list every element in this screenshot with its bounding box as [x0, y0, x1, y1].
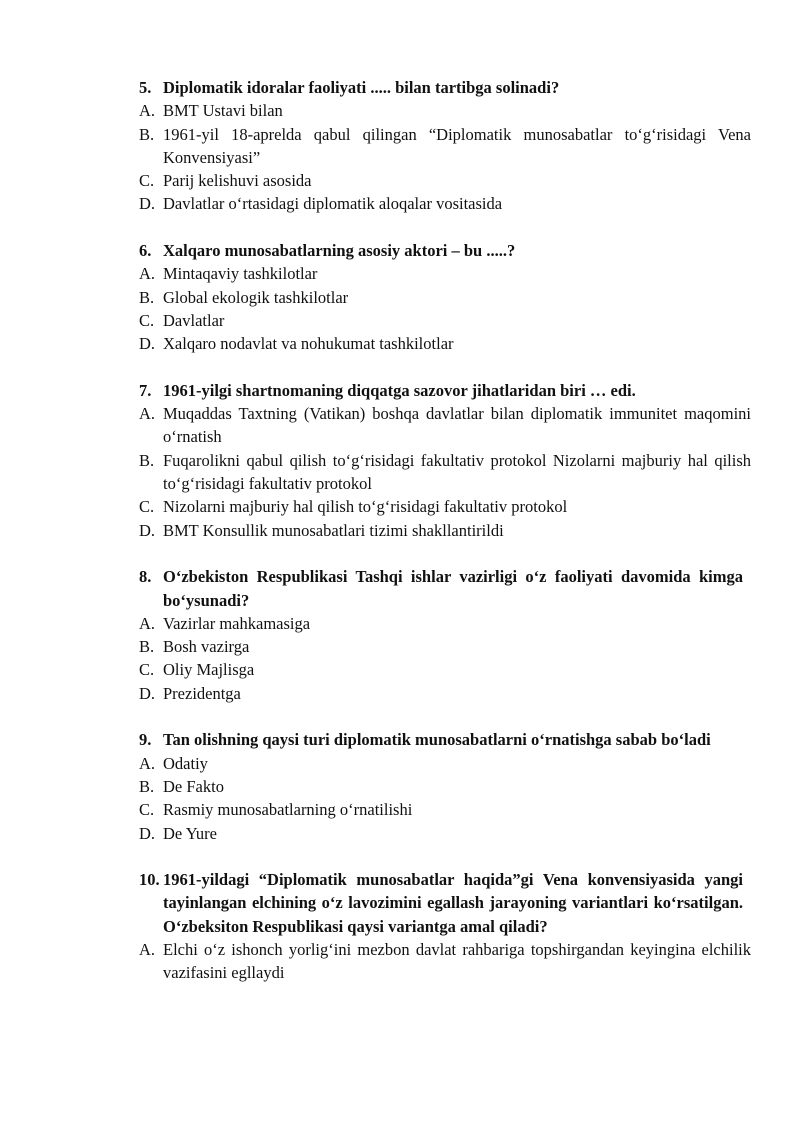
option-text: BMT Konsullik munosabatlari tizimi shakllantirildi — [163, 520, 504, 540]
option-text: 1961-yil 18-aprelda qabul qilingan “Diplomatik munosabatlar to‘g‘risidagi Vena Konvensiyasi” — [163, 124, 751, 167]
option-letter: D. — [139, 194, 156, 214]
option-letter: A. — [139, 264, 156, 284]
answer-option — [139, 449, 751, 496]
answer-option — [139, 635, 751, 658]
question-10 — [0, 868, 800, 984]
option-text: Vazirlar mahkamasiga — [163, 613, 311, 633]
answer-option — [139, 169, 751, 192]
question-text: O‘zbekiston Respublikasi Tashqi ishlar vazirligi o‘z faoliyati davomida kimga bo‘ysunadi? — [163, 567, 743, 610]
option-letter: B. — [139, 637, 155, 657]
option-text: Odatiy — [163, 753, 208, 773]
option-letter: B. — [139, 450, 155, 470]
option-text: Global ekologik tashkilotlar — [163, 287, 349, 307]
question-text: Xalqaro munosabatlarning asosiy aktori – bu .....? — [163, 241, 516, 261]
question-number: 8. — [139, 567, 152, 587]
option-letter: A. — [139, 753, 156, 773]
answer-option — [139, 682, 751, 705]
answer-option — [139, 192, 751, 215]
option-text: De Fakto — [163, 776, 224, 796]
option-text: BMT Ustavi bilan — [163, 101, 283, 121]
option-letter: B. — [139, 776, 155, 796]
answer-option — [139, 286, 751, 309]
question-heading — [139, 76, 743, 99]
option-text: Muqaddas Taxtning (Vatikan) boshqa davlatlar bilan diplomatik immunitet maqomini o‘rnatish — [163, 404, 751, 447]
option-text: Nizolarni majburiy hal qilish to‘g‘risidagi fakultativ protokol — [163, 497, 568, 517]
answer-option — [139, 612, 751, 635]
option-letter: B. — [139, 287, 155, 307]
option-letter: D. — [139, 823, 156, 843]
question-number: 9. — [139, 730, 152, 750]
question-number: 10. — [139, 870, 160, 890]
option-letter: A. — [139, 613, 156, 633]
option-text: De Yure — [163, 823, 217, 843]
question-heading — [139, 728, 743, 751]
question-text: 1961-yildagi “Diplomatik munosabatlar haqida”gi Vena konvensiyasida yangi tayinlangan elchining o‘z lavozimini egallash jarayoning variantlari ko‘rsatilgan. O‘zbeksiton Respublikasi qaysi variantga amal qiladi? — [163, 870, 743, 936]
answer-option — [139, 519, 751, 542]
option-letter: C. — [139, 171, 155, 191]
option-letter: B. — [139, 124, 155, 144]
question-8 — [0, 565, 800, 705]
option-text: Bosh vazirga — [163, 637, 250, 657]
answer-option — [139, 332, 751, 355]
option-text: Elchi o‘z ishonch yorlig‘ini mezbon davlat rahbariga topshirgandan keyingina elchilik vazifasini egllaydi — [163, 939, 751, 983]
question-heading — [139, 565, 743, 612]
question-text: 1961-yilgi shartnomaning diqqatga sazovor jihatlaridan biri … edi. — [163, 380, 636, 400]
option-text: Davlatlar — [163, 310, 225, 330]
question-9 — [0, 728, 800, 844]
answer-option — [139, 752, 751, 775]
question-heading — [139, 868, 743, 938]
option-text: Xalqaro nodavlat va nohukumat tashkilotlar — [163, 334, 454, 354]
question-6 — [0, 239, 800, 355]
question-5 — [0, 76, 800, 216]
option-letter: A. — [139, 101, 156, 121]
answer-option — [139, 938, 751, 985]
option-letter: C. — [139, 800, 155, 820]
option-letter: C. — [139, 660, 155, 680]
answer-option — [139, 775, 751, 798]
option-letter: D. — [139, 683, 156, 703]
answer-option — [139, 309, 751, 332]
option-text: Rasmiy munosabatlarning o‘rnatilishi — [163, 800, 413, 820]
answer-option — [139, 402, 751, 449]
answer-option — [139, 658, 751, 681]
question-number: 7. — [139, 380, 152, 400]
question-text: Diplomatik idoralar faoliyati ..... bilan tartibga solinadi? — [163, 78, 560, 97]
question-list — [0, 76, 800, 1008]
option-letter: A. — [139, 939, 156, 959]
answer-option — [139, 123, 751, 170]
answer-option — [139, 495, 751, 518]
question-number: 5. — [139, 78, 152, 97]
question-number: 6. — [139, 241, 152, 261]
option-text: Oliy Majlisga — [163, 660, 255, 680]
option-letter: A. — [139, 404, 156, 424]
question-heading — [139, 239, 743, 262]
option-letter: C. — [139, 497, 155, 517]
answer-option — [139, 262, 751, 285]
question-7 — [0, 379, 800, 542]
option-text: Prezidentga — [163, 683, 241, 703]
option-text: Parij kelishuvi asosida — [163, 171, 312, 191]
option-letter: D. — [139, 520, 156, 540]
option-text: Fuqarolikni qabul qilish to‘g‘risidagi fakultativ protokol Nizolarni majburiy hal qilish to‘g‘risidagi fakultativ protokol — [163, 450, 751, 494]
option-letter: D. — [139, 334, 156, 354]
question-heading — [139, 379, 743, 402]
question-text: Tan olishning qaysi turi diplomatik munosabatlarni o‘rnatishga sabab bo‘ladi — [163, 730, 711, 750]
option-text: Mintaqaviy tashkilotlar — [163, 264, 318, 284]
option-text: Davlatlar o‘rtasidagi diplomatik aloqalar vositasida — [163, 194, 503, 214]
answer-option — [139, 798, 751, 821]
option-letter: C. — [139, 310, 155, 330]
answer-option — [139, 99, 751, 122]
answer-option — [139, 822, 751, 845]
